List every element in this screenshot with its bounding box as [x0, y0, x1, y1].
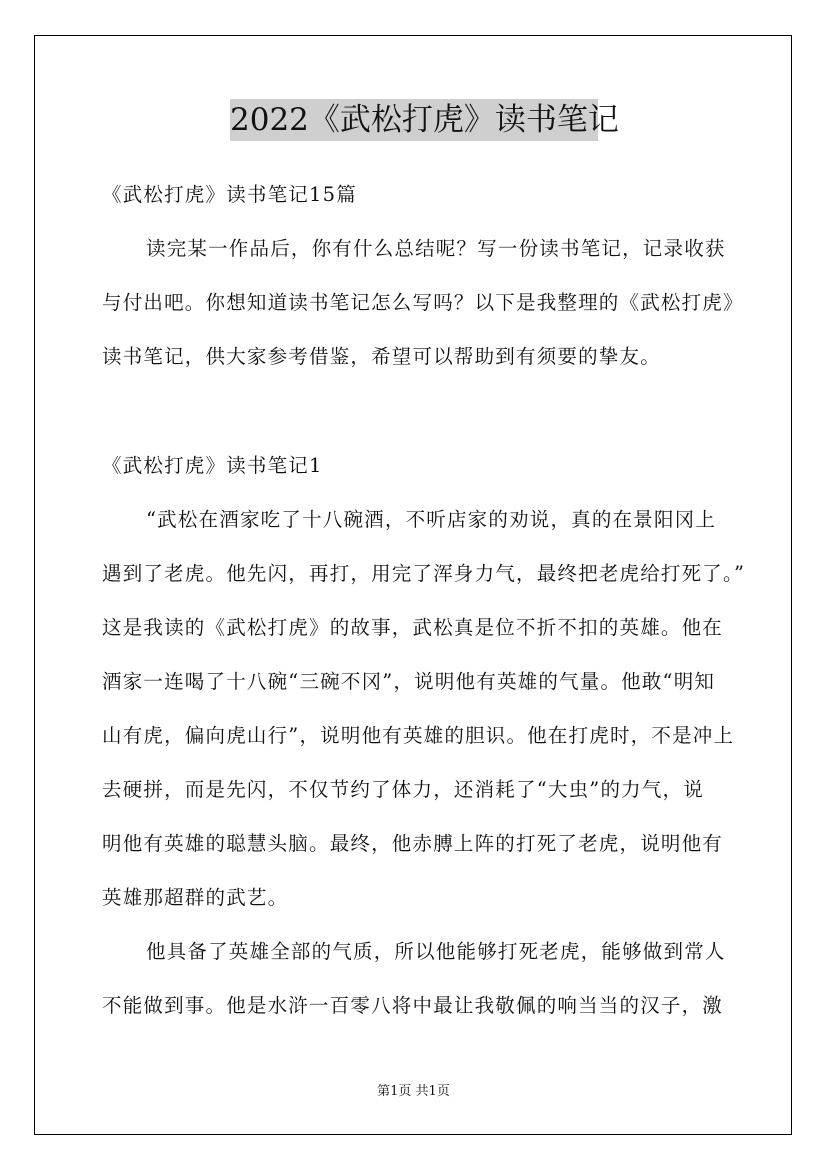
- paragraph-line: 英雄那超群的武艺。: [102, 886, 289, 909]
- intro-line: 读完某一作品后，你有什么总结呢？写一份读书笔记，记录收获: [146, 237, 726, 260]
- paragraph-line: 酒家一连喝了十八碗“三碗不冈”，说明他有英雄的气量。他敢“明知: [102, 670, 716, 693]
- paragraph-line: 遇到了老虎。他先闪，再打，用完了浑身力气，最终把老虎给打死了。”: [102, 562, 746, 585]
- paragraph-line: 山有虎，偏向虎山行”，说明他有英雄的胆识。他在打虎时，不是冲上: [102, 724, 735, 747]
- paragraph-line: 不能做到事。他是水浒一百零八将中最让我敬佩的响当当的汉子，激: [102, 994, 724, 1017]
- page-footer: 第1页 共1页: [377, 1084, 450, 1099]
- paragraph-line: 去硬拼，而是先闪，不仅节约了体力，还消耗了“大虫”的力气，说: [102, 778, 704, 801]
- intro-line: 读书笔记，供大家参考借鉴，希望可以帮助到有须要的挚友。: [102, 345, 661, 368]
- paragraph-line: 这是我读的《武松打虎》的故事，武松真是位不折不扣的英雄。他在: [102, 616, 724, 639]
- paragraph-line: 明他有英雄的聪慧头脑。最终，他赤膊上阵的打死了老虎，说明他有: [102, 832, 724, 855]
- paragraph-line: “武松在酒家吃了十八碗酒，不听店家的劝说，真的在景阳冈上: [146, 508, 717, 531]
- section-heading: 《武松打虎》读书笔记1: [102, 454, 323, 477]
- document-title: 2022《武松打虎》读书笔记: [230, 99, 598, 141]
- document-subtitle: 《武松打虎》读书笔记15篇: [102, 183, 357, 206]
- paragraph-line: 他具备了英雄全部的气质，所以他能够打死老虎，能够做到常人: [146, 940, 726, 963]
- intro-line: 与付出吧。你想知道读书笔记怎么写吗？以下是我整理的《武松打虎》: [102, 291, 744, 314]
